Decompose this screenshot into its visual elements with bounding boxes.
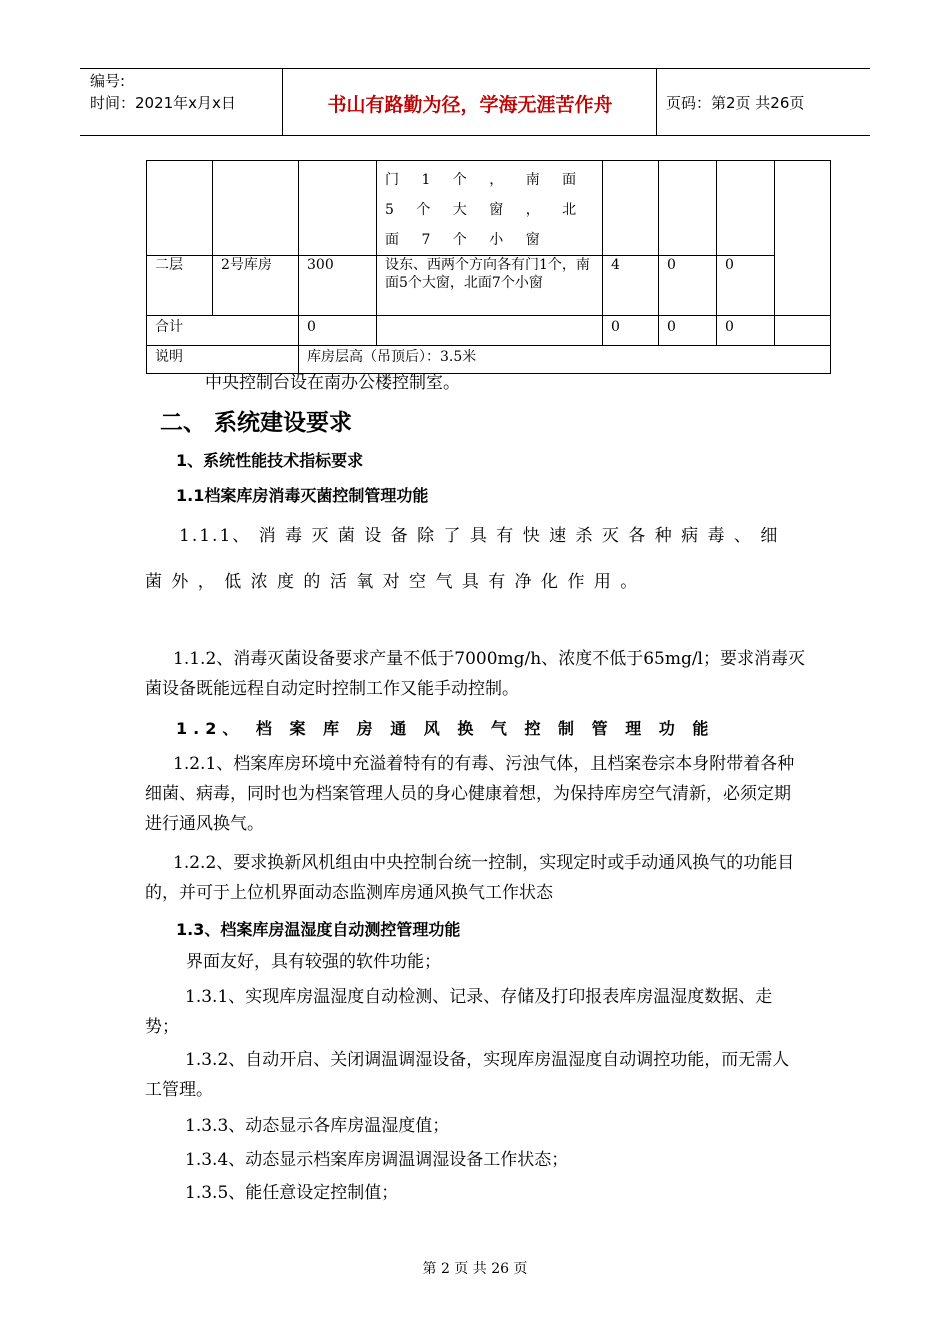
header-divider-left [282, 68, 283, 136]
table-cell-note: 库房层高（吊顶后）：3.5米 [299, 346, 831, 374]
header-top-rule [80, 68, 870, 69]
paragraph-central-console: 中央控制台设在南办公楼控制室。 [205, 373, 460, 393]
table-cell-total: 0 [659, 316, 717, 346]
doc-number-label: 编号: [90, 72, 126, 90]
header-meta [90, 70, 236, 114]
paragraph-1-1-1: 1.1.1、 消 毒 灭 菌 设 备 除 了 具 有 快 速 杀 灭 各 种 病 毒 、 细 菌 外 ， 低 浓 度 的 活 氧 对 空 气 具 有 净 化 作 用 。 [145, 526, 780, 592]
subheading-1: 1、系统性能技术指标要求 [176, 451, 364, 470]
table-cell-count: 4 [603, 256, 659, 316]
table-cell-area: 300 [299, 256, 377, 316]
header-divider-right [656, 68, 657, 136]
table-cell-note-label: 说明 [147, 346, 299, 374]
table-cell-total-area: 0 [299, 316, 377, 346]
table-cell-total: 0 [603, 316, 659, 346]
header-page-label: 页码：第2页 共26页 [666, 94, 805, 112]
table-row [147, 161, 831, 256]
subheading-1-3: 1.3、档案库房温湿度自动测控管理功能 [176, 920, 461, 939]
paragraph-1-3-2: 1.3.2、自动开启、关闭调温调湿设备，实现库房温湿度自动调控功能，而无需人工管理。 [145, 1050, 790, 1100]
table-cell-count: 0 [717, 256, 775, 316]
table-cell-description: 设东、西两个方向各有门1个，南面5个大窗，北面7个小窗 [377, 256, 603, 316]
table-cell-count: 0 [659, 256, 717, 316]
page-footer: 第 2 页 共 26 页 [422, 1261, 528, 1277]
storage-room-table [146, 160, 831, 374]
subheading-1-2: 1.2、 档 案 库 房 通 风 换 气 控 制 管 理 功 能 [176, 719, 715, 738]
table-cell-total: 0 [717, 316, 775, 346]
subheading-1-1: 1.1档案库房消毒灭菌控制管理功能 [176, 486, 429, 505]
table-cell-description: 门 1 个 ， 南 面 5 个 大 窗 ， 北 面 7 个 小 窗 [377, 161, 603, 256]
header-motto: 书山有路勤为径，学海无涯苦作舟 [327, 94, 613, 116]
section-heading: 二、 系统建设要求 [160, 410, 353, 436]
paragraph-1-3-5: 1.3.5、能任意设定控制值； [185, 1183, 399, 1203]
table-row [147, 256, 831, 316]
table-cell-floor: 二层 [147, 256, 213, 316]
paragraph-1-3-3: 1.3.3、动态显示各库房温湿度值； [185, 1116, 450, 1136]
paragraph-1-3-4: 1.3.4、动态显示档案库房调温调湿设备工作状态； [185, 1150, 569, 1170]
paragraph-1-2-1: 1.2.1、档案库房环境中充溢着特有的有毒、污浊气体，且档案卷宗本身附带着各种细菌、病毒，同时也为档案管理人员的身心健康着想，为保持库房空气清新，必须定期进行通风换气。 [145, 754, 795, 834]
table-row-total [147, 316, 831, 346]
paragraph-1-2-2: 1.2.2、要求换新风机组由中央控制台统一控制，实现定时或手动通风换气的功能目的，并可于上位机界面动态监测库房通风换气工作状态 [145, 853, 795, 903]
paragraph-ui: 界面友好，具有较强的软件功能； [186, 952, 441, 972]
time-label: 时间：2021年x月x日 [90, 94, 236, 112]
paragraph-1-3-1: 1.3.1、实现库房温湿度自动检测、记录、存储及打印报表库房温湿度数据、走势； [145, 987, 773, 1037]
paragraph-1-1-2: 1.1.2、消毒灭菌设备要求产量不低于7000mg/h、浓度不低于65mg/l；要求消毒灭菌设备既能远程自动定时控制工作又能手动控制。 [145, 649, 805, 699]
table-cell-total-label: 合计 [147, 316, 299, 346]
table-cell-room: 2号库房 [213, 256, 299, 316]
header-bottom-rule [80, 135, 870, 136]
